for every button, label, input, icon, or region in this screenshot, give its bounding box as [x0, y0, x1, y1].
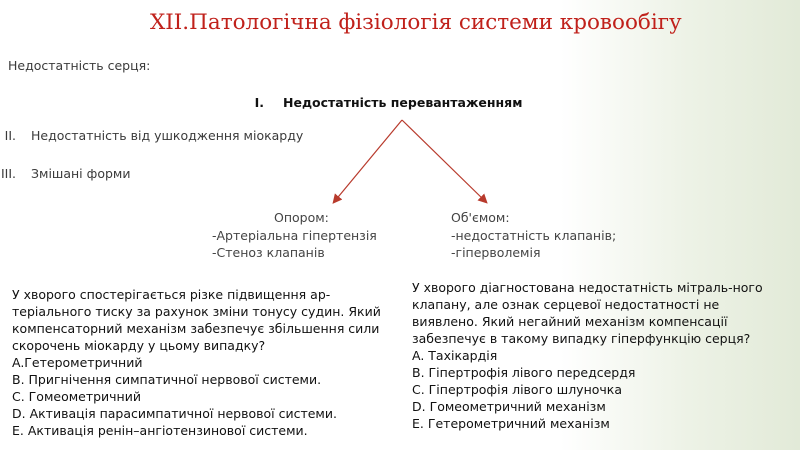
- subtitle-heart-failure: Недостатність серця:: [8, 58, 151, 73]
- item-mixed-forms: Змішані форми: [31, 166, 131, 181]
- question-2: [412, 279, 763, 432]
- question-1-text-line: скорочень міокарду у цьому випадку?: [12, 338, 266, 353]
- item-myocardial-damage: Недостатність від ушкодження міокарду: [31, 128, 304, 143]
- question-2-option-e: E. Гетерометричний механізм: [412, 416, 610, 431]
- question-1-option-b: B. Пригнічення симпатичної нервової системи.: [12, 372, 322, 387]
- branch-pressure: [212, 209, 377, 262]
- question-1-option-d: D. Активація парасимпатичної нервової системи.: [12, 406, 337, 421]
- slide-title: XII.Патологічна фізіологія системи кровообігу: [150, 10, 682, 35]
- question-2-option-d: D. Гомеометричний механізм: [412, 399, 606, 414]
- question-1-option-a: A.Гетерометричний: [12, 355, 143, 370]
- branch-pressure-line: -Артеріальна гіпертензія: [212, 227, 377, 243]
- question-1: [12, 286, 381, 439]
- branch-volume: [451, 209, 616, 262]
- question-1-option-c: C. Гомеометричний: [12, 389, 141, 404]
- branch-pressure-line: -Стеноз клапанів: [212, 245, 325, 260]
- branch-volume-line: -недостатність клапанів;: [451, 227, 617, 243]
- question-1-option-e: E. Активація ренін–ангіотензинової системи.: [12, 423, 308, 438]
- question-2-text-line: забезпечує в такому випадку гіперфункцію серця?: [412, 331, 751, 346]
- question-2-text-line: виявлено. Який негайний механізм компенсації: [412, 314, 728, 329]
- question-1-text-line: У хворого спостерігається різке підвищення ар-: [12, 287, 331, 302]
- question-2-option-a: A. Тахікардія: [412, 348, 498, 363]
- arrow-left: [334, 120, 402, 202]
- item-number-3: III.: [0, 166, 16, 181]
- question-2-text-line: клапану, але ознак серцевої недостатності не: [412, 297, 720, 312]
- question-2-option-c: C. Гіпертрофія лівого шлуночка: [412, 382, 622, 397]
- question-2-text-line: У хворого діагностована недостатність мітраль-ного: [412, 280, 763, 295]
- branch-pressure-heading: Опором:: [274, 210, 329, 225]
- arrow-right: [402, 120, 486, 202]
- branch-volume-line: -гіперволемія: [451, 245, 541, 260]
- question-1-text-line: теріального тиску за рахунок зміни тонусу судин. Який: [12, 304, 381, 319]
- item-overload-failure: Недостатність перевантаженням: [283, 95, 523, 110]
- item-number-2: II.: [4, 128, 16, 143]
- item-number-1: I.: [254, 95, 264, 110]
- branch-volume-heading: Об'ємом:: [451, 210, 510, 225]
- question-2-option-b: B. Гіпертрофія лівого передсердя: [412, 365, 636, 380]
- question-1-text-line: компенсаторний механізм забезпечує збільшення сили: [12, 321, 380, 336]
